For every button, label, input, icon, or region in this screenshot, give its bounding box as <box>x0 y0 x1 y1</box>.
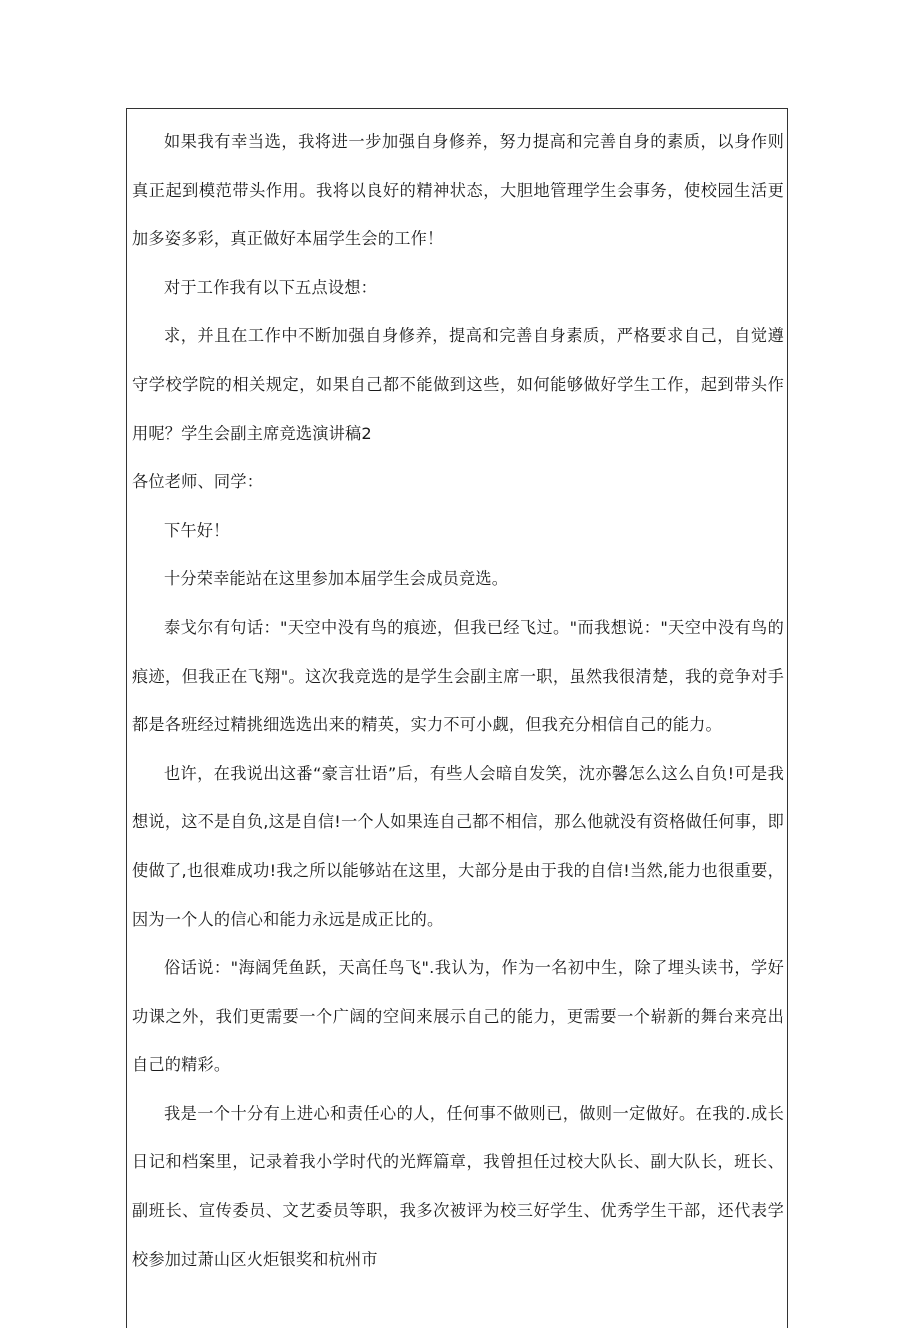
paragraph-tagore-quote: 泰戈尔有句话："天空中没有鸟的痕迹，但我已经飞过。"而我想说："天空中没有鸟的痕迹，但我正在飞翔"。这次我竞选的是学生会副主席一职，虽然我很清楚，我的竞争对手都是各班经过精挑细选选出来的精英，实力不可小觑，但我充分相信自己的能力。 <box>132 617 784 735</box>
paragraph-self-discipline: 求，并且在工作中不断加强自身修养，提高和完善自身素质，严格要求自己，自觉遵守学校学院的相关规定，如果自己都不能做到这些，如何能够做好学生工作，起到带头作用呢？学生会副主席竞选演讲稿2 <box>132 326 784 443</box>
paragraph-confidence: 也许，在我说出这番“豪言壮语”后，有些人会暗自发笑，沈亦馨怎么这么自负!可是我想说，这不是自负,这是自信!一个人如果连自己都不相信，那么他就没有资格做任何事，即使做了,也很难成功!我之所以能够站在这里，大部分是由于我的自信!当然,能力也很重要，因为一个人的信心和能力永远是成正比的。 <box>132 763 784 929</box>
paragraph-experience: 我是一个十分有上进心和责任心的人，任何事不做则已，做则一定做好。在我的.成长日记和档案里，记录着我小学时代的光辉篇章，我曾担任过校大队长、副大队长，班长、副班长、宣传委员、文艺委员等职，我多次被评为校三好学生、优秀学生干部，还代表学校参加过萧山区火炬银奖和杭州市 <box>132 1103 784 1269</box>
paragraph-candidacy-pledge: 如果我有幸当选，我将进一步加强自身修养，努力提高和完善自身的素质，以身作则真正起到模范带头作用。我将以良好的精神状态，大胆地管理学生会事务，使校园生活更加多姿多彩，真正做好本届学生会的工作！ <box>132 132 784 249</box>
paragraph-honored: 十分荣幸能站在这里参加本届学生会成员竞选。 <box>164 569 509 589</box>
document-body <box>132 118 784 1284</box>
paragraph-greeting: 下午好！ <box>164 520 230 540</box>
paragraph-work-plan-intro: 对于工作我有以下五点设想： <box>164 277 378 297</box>
paragraph-proverb: 俗话说："海阔凭鱼跃，天高任鸟飞".我认为，作为一名初中生，除了埋头读书，学好功课之外，我们更需要一个广阔的空间来展示自己的能力，更需要一个崭新的舞台来亮出自己的精彩。 <box>132 958 784 1075</box>
paragraph-salutation: 各位老师、同学： <box>132 472 264 492</box>
